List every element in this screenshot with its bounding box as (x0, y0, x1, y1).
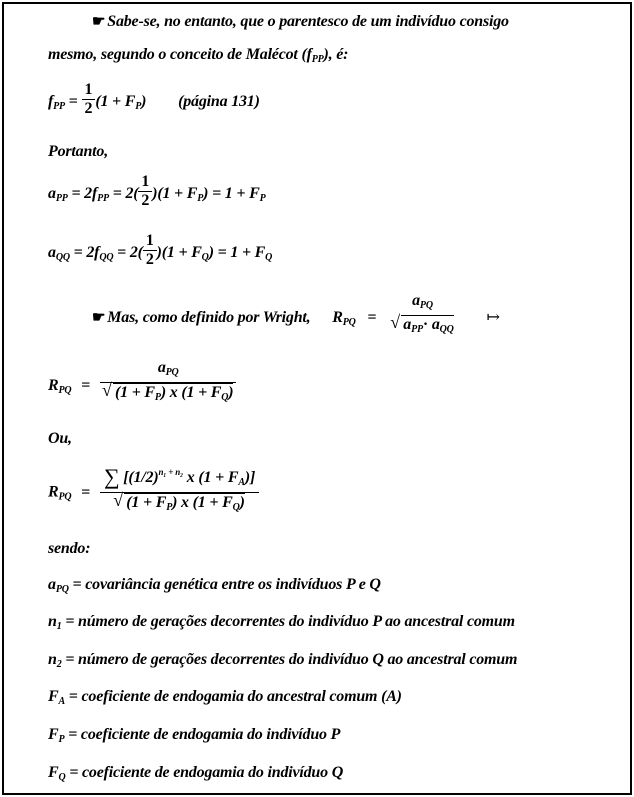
rpq-fraction-1: $a_{PQ}$ √ $(1 + F_P)$ x $(1 + F_Q)$ (100, 359, 236, 407)
definition-row: $n_1$ = número de gerações decorrentes do indivíduo P ao ancestral comum (48, 613, 515, 632)
definition-row: $F_P$ = coeficiente de endogamia do indivíduo P (48, 726, 341, 745)
equation-fpp: $f_{PP}$ = $\frac{1}{2}$ $(1 + F_P)$ (página 131) (48, 81, 260, 117)
page-reference: (página 131) (178, 93, 260, 111)
wright-fraction: $a_{PQ}$ √ $a_{PP}\cdot a_{QQ}$ (388, 292, 456, 339)
maps-to-arrow-icon: ↦ (486, 309, 500, 327)
equation-app: $a_{PP} = 2f_{PP} = 2$( $\frac{1}{2}$ )$(1 + F_P) = 1 + F_P$ (48, 173, 266, 209)
fraction-one-half: $\frac{1}{2}$ (143, 232, 157, 269)
ou-label: Ou, (48, 430, 72, 447)
intro-line-2: mesmo, segundo o conceito de Malécot $(f_{PP})$, é: (48, 46, 349, 65)
definition-row: $a_{PQ}$ = covariância genética entre os indivíduos P e Q (48, 576, 381, 595)
summation-symbol: ∑ (103, 464, 120, 489)
definition-row: $n_2$ = número de gerações decorrentes do indivíduo Q ao ancestral comum (48, 651, 518, 670)
equation-rpq-1: $R_{PQ}$ = $a_{PQ}$ √ $(1 + F_P)$ x $(1 + F_Q)$ (48, 362, 236, 410)
fraction-one-half: $\frac{1}{2}$ (138, 173, 152, 210)
definition-row: $F_Q$ = coeficiente de endogamia do indivíduo Q (48, 764, 344, 783)
rpq-fraction-2: ∑ [$(1/2)^{n_1 + n_2}$ x $(1 + F_A)$] √ $(1 + F_P)$ x $(1 + F_Q)$ (100, 463, 259, 517)
pointing-hand-icon: ☛ (92, 310, 106, 327)
portanto-label: Portanto, (48, 143, 108, 160)
wright-definition: ☛ Mas, como definido por Wright, $R_{PQ}$ = $a_{PQ}$ √ $a_{PP}\cdot a_{QQ}$ ↦ (92, 295, 500, 342)
equation-aqq: $a_{QQ} = 2f_{QQ} = 2$( $\frac{1}{2}$ )$(1 + F_Q) = 1 + F_Q$ (48, 232, 273, 268)
pointing-hand-icon: ☛ (92, 14, 106, 30)
intro-line-1: ☛ Sabe-se, no entanto, que o parentesco de um indivíduo consigo (92, 13, 509, 30)
equation-rpq-2: $R_{PQ}$ = ∑ [$(1/2)^{n_1 + n_2}$ x $(1 + F_A)$] √ $(1 + F_P)$ x $(1 + F_Q)$ (48, 466, 259, 520)
fraction-one-half: $\frac{1}{2}$ (82, 81, 96, 118)
sendo-label: sendo: (48, 540, 91, 557)
definition-row: $F_A$ = coeficiente de endogamia do ancestral comum (A) (48, 688, 402, 707)
